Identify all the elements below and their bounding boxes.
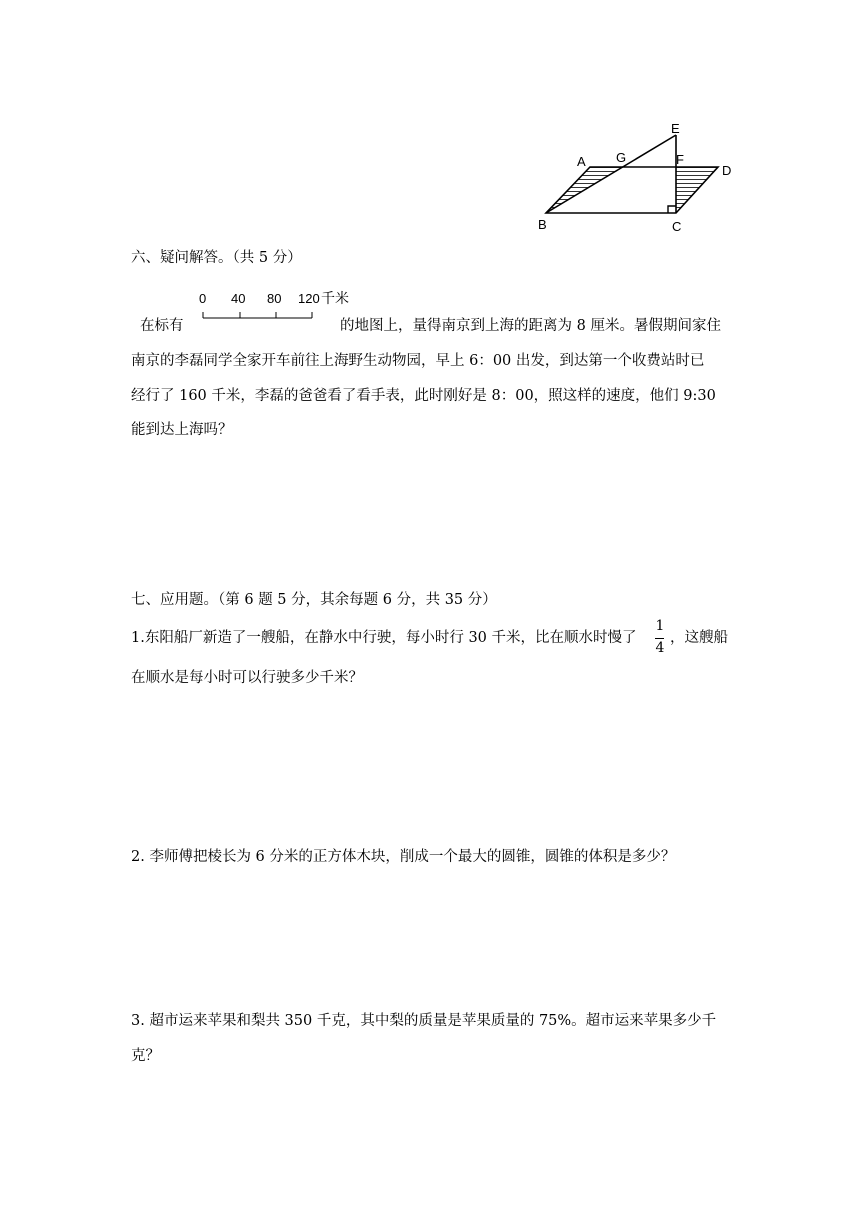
label-b: B: [538, 217, 547, 232]
section-6-line1-post: 的地图上，量得南京到上海的距离为 8 厘米。暑假期间家住: [340, 318, 721, 334]
label-e: E: [671, 121, 680, 136]
question-1-line2: 在顺水是每小时可以行驶多少千米？: [131, 670, 363, 686]
question-1-line1-post: ，这艘船: [670, 630, 728, 646]
section-6-line4: 能到达上海吗？: [131, 422, 233, 438]
question-1-line1-pre: 1.东阳船厂新造了一艘船，在静水中行驶，每小时行 30 千米，比在顺水时慢了: [131, 630, 637, 646]
label-c: C: [672, 219, 682, 234]
section-7-heading: 七、应用题。（第 6 题 5 分，其余每题 6 分，共 35 分）: [131, 592, 497, 608]
right-angle-marker: [668, 206, 676, 213]
label-g: G: [616, 150, 627, 165]
question-2: 2. 李师傅把棱长为 6 分米的正方体木块，削成一个最大的圆锥，圆锥的体积是多少？: [131, 849, 676, 865]
line-be: [546, 135, 676, 213]
q1-fraction-bar: [655, 638, 664, 639]
scale-tick-40: 40: [231, 291, 246, 306]
scale-unit: 千米: [321, 290, 349, 306]
parallelogram-figure: [530, 115, 740, 240]
label-d: D: [722, 163, 732, 178]
label-a: A: [577, 154, 586, 169]
scale-tick-80: 80: [267, 291, 282, 306]
q1-fraction-denominator: 4: [655, 640, 665, 656]
question-3-line2: 克？: [131, 1048, 160, 1064]
question-3-line1: 3. 超市运来苹果和梨共 350 千克，其中梨的质量是苹果质量的 75%。超市运来苹果多少千: [131, 1013, 717, 1029]
q1-fraction-numerator: 1: [655, 618, 665, 634]
section-6-line3: 经行了 160 千米，李磊的爸爸看了看手表，此时刚好是 8：00，照这样的速度，他们 9:30: [131, 388, 716, 404]
scale-tick-0: 0: [199, 291, 207, 306]
section-6-heading: 六、疑问解答。（共 5 分）: [131, 250, 302, 266]
scale-tick-120: 120: [298, 291, 320, 306]
section-6-line2: 南京的李磊同学全家开车前往上海野生动物园，早上 6：00 出发，到达第一个收费站时已: [131, 353, 705, 369]
section-6-line1-pre: 在标有: [140, 318, 184, 334]
label-f: F: [676, 152, 684, 167]
